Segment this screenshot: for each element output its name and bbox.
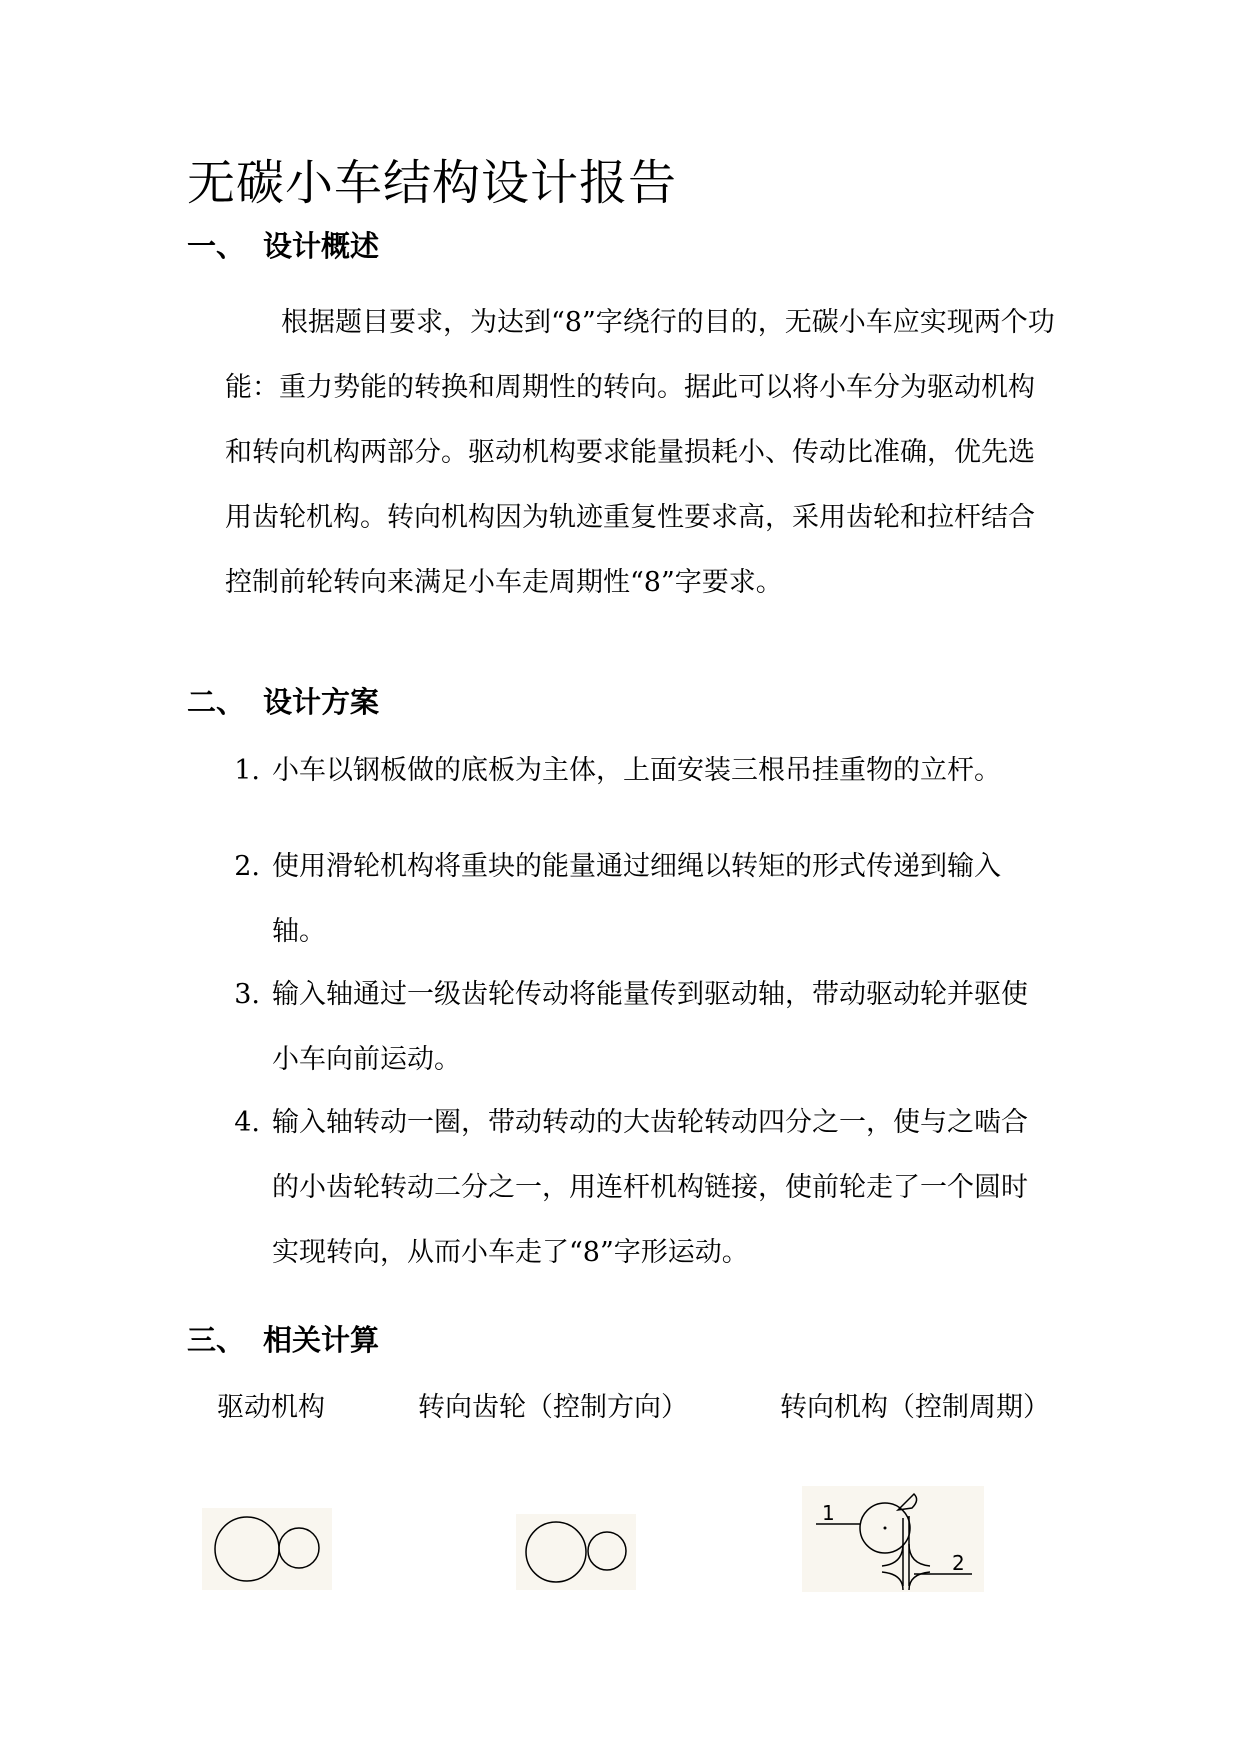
figure-label-2: 2	[952, 1551, 965, 1575]
steering-mechanism-figure	[802, 1486, 984, 1592]
item-number: 1.	[234, 755, 260, 786]
item-number: 2.	[234, 851, 260, 882]
item-text: 小车以钢板做的底板为主体，上面安装三根吊挂重物的立杆。	[272, 755, 1001, 786]
section-number: 一、	[187, 229, 246, 263]
plan-item-3	[234, 962, 1052, 1092]
overview-paragraph: 根据题目要求，为达到“8”字绕行的目的，无碳小车应实现两个功能：重力势能的转换和周期性的转向。据此可以将小车分为驱动机构和转向机构两部分。驱动机构要求能量损耗小、传动比准确，优先选用齿轮机构。转向机构因为轨迹重复性要求高，采用齿轮和拉杆结合控制前轮转向来满足小车走周期性“8”字要求。	[225, 307, 1055, 598]
item-number: 4.	[234, 1107, 260, 1138]
figure-caption-drive: 驱动机构	[217, 1392, 325, 1423]
wheel-cross-upper	[882, 1544, 930, 1566]
steering-gear-figure	[516, 1514, 636, 1590]
item-text: 使用滑轮机构将重块的能量通过细绳以转矩的形式传递到输入轴。	[272, 851, 1001, 947]
item-text: 输入轴通过一级齿轮传动将能量传到驱动轴，带动驱动轮并驱使小车向前运动。	[272, 979, 1028, 1075]
item-number: 3.	[234, 979, 260, 1010]
section-number: 三、	[187, 1323, 246, 1357]
section-title: 相关计算	[263, 1323, 380, 1357]
section-title: 设计概述	[263, 229, 380, 263]
small-gear-circle	[588, 1532, 626, 1570]
figure-caption-steering-gear: 转向齿轮（控制方向）	[418, 1392, 688, 1423]
plan-item-2	[234, 834, 1052, 964]
section-title: 设计方案	[263, 685, 380, 719]
section-heading-calculation	[187, 1322, 379, 1358]
small-gear-circle	[279, 1528, 319, 1568]
figure-caption-steering-mechanism: 转向机构（控制周期）	[780, 1392, 1050, 1423]
large-gear-circle	[215, 1517, 279, 1581]
figure-label-1: 1	[822, 1501, 835, 1525]
plan-item-4	[234, 1090, 1052, 1285]
section-number: 二、	[187, 685, 246, 719]
plan-item-1	[234, 738, 1092, 803]
drive-mechanism-figure	[202, 1508, 332, 1590]
section-heading-overview	[187, 228, 379, 264]
item-text: 输入轴转动一圈，带动转动的大齿轮转动四分之一，使与之啮合的小齿轮转动二分之一，用连杆机构链接，使前轮走了一个圆时实现转向，从而小车走了“8”字形运动。	[272, 1107, 1028, 1268]
cam-center-dot	[884, 1527, 887, 1530]
cam-lobe	[898, 1494, 917, 1510]
section-heading-plan	[187, 684, 379, 720]
large-gear-circle	[526, 1522, 586, 1582]
document-title: 无碳小车结构设计报告	[187, 155, 678, 211]
